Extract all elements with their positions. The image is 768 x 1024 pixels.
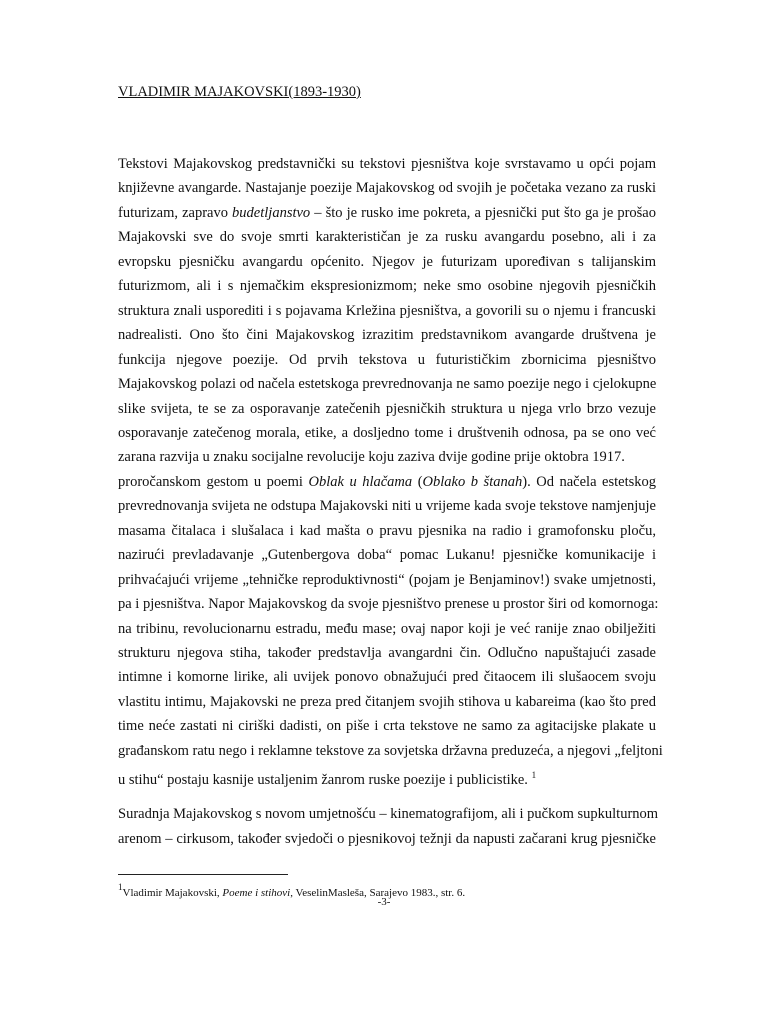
text-run: struktura znali usporediti i s pojavama Krležina pjesništva, a govorili su o njemu i francuski	[118, 302, 656, 319]
italic-text: Poeme i stihovi	[222, 887, 291, 899]
text-line	[118, 448, 656, 466]
text-run: prevrednovanja svijeta ne odstupa Majakovski niti u vrijeme kada svoje tekstove namjenjuje	[118, 498, 656, 515]
text-run: (	[412, 473, 423, 490]
text-line	[118, 375, 656, 393]
text-run: – što je rusko ime pokreta, a pjesnički put što ga je prošao	[310, 204, 656, 221]
text-line	[118, 717, 656, 735]
footnote-ref: 1	[118, 882, 123, 892]
text-line	[118, 644, 656, 662]
text-line	[118, 473, 656, 491]
text-line	[118, 400, 656, 418]
footnote-ref: 1	[531, 770, 537, 781]
text-line	[118, 668, 656, 686]
text-run: nadrealisti. Ono što čini Majakovskog izrazitim predstavnikom avangarde društvena je	[118, 327, 656, 344]
text-run: na tribinu, revolucionarnu estradu, među mase; ovaj napor koji je već ranije znao obilježiti	[118, 620, 656, 637]
italic-text: Oblak u hlačama	[308, 473, 413, 490]
text-line	[118, 693, 656, 711]
text-run: građanskom ratu nego i reklamne tekstove za sovjetska državna preduzeća, a njegovi „feljtoni	[118, 742, 663, 759]
text-run: Majakovskog polazi od načela estetskoga prevrednovanja ne samo poezije nego i cjelokupne	[118, 376, 657, 393]
text-line	[118, 351, 656, 369]
text-line	[118, 742, 663, 760]
text-run: ). Od načela estetskog	[522, 473, 656, 490]
text-line	[118, 302, 656, 320]
text-run: Suradnja Majakovskog s novom umjetnošću – kinematografijom, ali i pučkom supkulturnom	[118, 806, 659, 822]
italic-text: Oblako b štanah	[422, 473, 523, 490]
text-run: evropsku pjesničku avangardu općenito. Njegov je futurizam upoređivan s talijanskim	[118, 253, 656, 270]
text-run: zarana razvija u znaku socijalne revolucije koju zaziva dvije godine prije oktobra 1917.	[118, 449, 625, 466]
text-line	[118, 204, 656, 222]
text-run: futurizmom, ali i s njemačkim ekspresionizmom; neke smo osobine njegovih pjesničkih	[118, 278, 656, 295]
text-run: nazirući prevladavanje „Gutenbergova doba“ pomac Lukanu! pjesničke komunikacije i	[118, 547, 656, 564]
text-run: futurizam, zapravo	[118, 204, 233, 221]
text-run: strukturu njegova stiha, također predstavlja avangardni čin. Odlučno napuštajući zasade	[118, 645, 656, 661]
text-run: Majakovski sve do svoje smrti karakterističan je za rusku avangardu posebno, ali i za	[118, 229, 656, 246]
text-line	[118, 253, 656, 271]
italic-text: budetljanstvo	[232, 204, 311, 221]
text-line	[118, 522, 656, 540]
text-line	[118, 830, 656, 848]
text-run: time neće zastati ni ciriški dadisti, on piše i crta tekstove ne samo za agitacijske plakate u	[118, 718, 656, 735]
text-run: osporavanje zatečenog morala, etike, a dosljedno tome i društvenih odnosa, pa se ono već	[118, 424, 656, 441]
text-line	[118, 546, 656, 564]
text-line	[118, 766, 656, 789]
text-run: u stihu“ postaju kasnije ustaljenim žanrom ruske poezije i publicistike.	[118, 772, 532, 789]
text-line	[118, 277, 656, 295]
text-line	[118, 571, 656, 589]
text-run: prihvaćajući vrijeme „tehničke reproduktivnosti“ (pojam je Benjaminov!) svake umjetnosti,	[118, 571, 656, 588]
text-run: masama čitalaca i slušalaca i kad mašta o pravu pjesnika na radio i gramofonsku ploču,	[118, 522, 656, 539]
text-run: pa i pjesništva. Napor Majakovskog da svoje pjesništvo prenese u prostor širi od komornoga:	[118, 596, 659, 613]
text-line	[118, 805, 659, 823]
text-run: , VeselinMasleša, Sarajevo 1983., str. 6.	[290, 887, 466, 899]
text-line	[118, 424, 656, 442]
text-run: arenom – cirkusom, također svjedoči o pjesnikovoj težnji da napusti začarani krug pjesničke	[118, 830, 656, 847]
text-run: slike svijeta, te se za osporavanje zatečenih pjesničkih struktura u njega vrlo brzo vezuje	[118, 400, 656, 417]
text-run: vlastitu intimu, Majakovski ne preza pred čitanjem svojih stihova u kabareima (kao što pred	[118, 693, 656, 710]
text-run: intimne i komorne lirike, ali uvijek ponovo obnažujući pred čitaocem ili slušaocem svoju	[118, 669, 656, 686]
text-line	[118, 228, 656, 246]
document-title: VLADIMIR MAJAKOVSKI(1893-1930)	[118, 84, 361, 100]
text-line	[118, 497, 656, 515]
text-run: književne avangarde. Nastajanje poezije Majakovskog od svojih je početaka vezano za ruski	[118, 180, 656, 197]
text-run: proročanskom gestom u poemi	[118, 473, 309, 490]
text-line	[118, 179, 656, 197]
text-line	[118, 155, 656, 173]
page-number: -3-	[377, 896, 391, 908]
text-run: Tekstovi Majakovskog predstavnički su tekstovi pjesništva koje svrstavamo u opći pojam	[118, 156, 656, 172]
text-run: funkcija njegove poezije. Od prvih tekstova u futurističkim zbornicima pjesništvo	[118, 351, 656, 368]
text-line	[118, 620, 656, 638]
text-line	[118, 595, 659, 613]
text-run: Vladimir Majakovski,	[122, 887, 223, 899]
footnote-separator	[118, 874, 288, 875]
text-line	[118, 326, 656, 344]
